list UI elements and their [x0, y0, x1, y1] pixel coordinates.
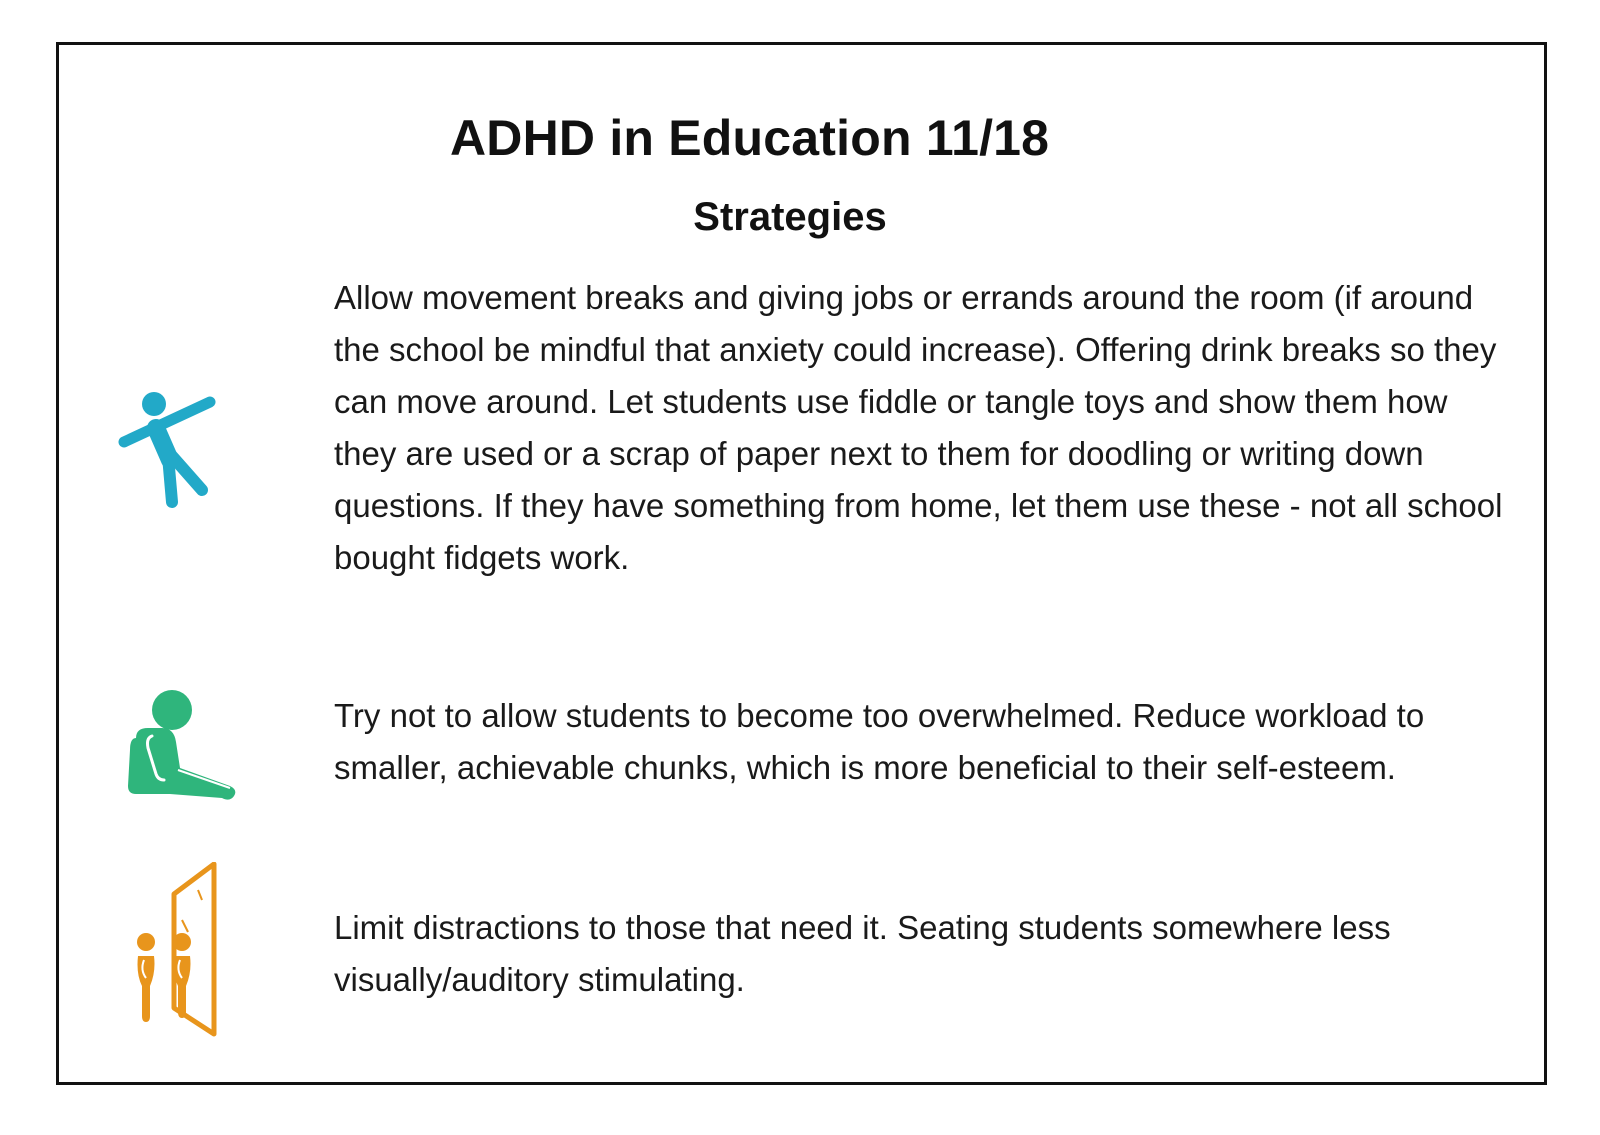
sitting-person-icon	[126, 690, 242, 806]
strategy-movement-text: Allow movement breaks and giving jobs or errands around the room (if around the school be mindful that anxiety could increase). Offering drink breaks so they can move around. Let students use fiddle or tangle toys and show them how they are used or a scrap of paper next to them for doodling or writing down questions. If they have something from home, let them use these - not all school bought fidgets work.	[334, 279, 1503, 576]
moving-person-icon	[118, 392, 218, 512]
person-mirror-icon	[128, 862, 228, 1038]
page-subtitle: Strategies	[693, 195, 887, 239]
strategy-distractions-text: Limit distractions to those that need it. Seating students somewhere less visually/auditory stimulating.	[334, 909, 1391, 998]
page-title: ADHD in Education 11/18	[450, 110, 1050, 166]
strategy-workload-text: Try not to allow students to become too overwhelmed. Reduce workload to smaller, achievable chunks, which is more beneficial to their self-esteem.	[334, 697, 1425, 786]
